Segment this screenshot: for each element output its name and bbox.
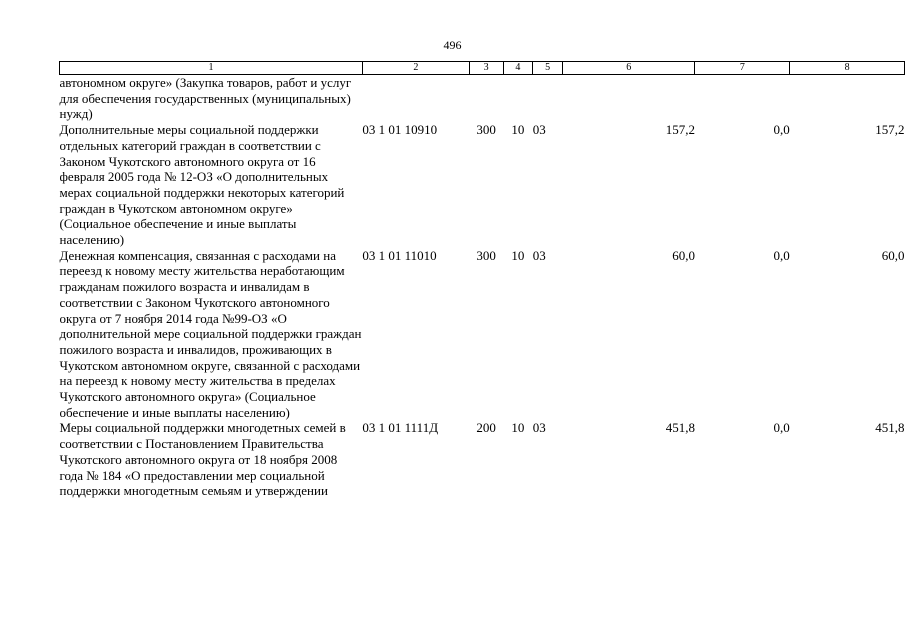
row-col7: 0,0 [773, 420, 790, 436]
row-col7: 0,0 [773, 247, 790, 263]
row-col8: 157,2 [875, 122, 905, 138]
row-col8: 60,0 [881, 247, 905, 263]
column-header-3: 3 [469, 62, 503, 75]
row-col8 [790, 75, 905, 123]
row-code [362, 75, 469, 123]
row-description: Денежная компенсация, связанная с расходами на переезд к новому месту жительства неработающим гражданам пожилого возраста и инвалидам в соответствии с Законом Чукотского автономного округа от 7 ноября 2014 года №99-ОЗ «О дополнительной мере социальной поддержки граждан пожилого возраста и инвалидов, проживающих в Чукотском автономном округе, связанной с расходами на переезд к новому месту жительства в пределах Чукотского автономного округа» (Социальное обеспечение и иные выплаты населению) [59, 247, 362, 420]
row-description: автономном округе» (Закупка товаров, работ и услуг для обеспечения государственных (муниципальных) нужд) [59, 75, 352, 122]
row-code: 03 1 01 10910 [362, 122, 438, 138]
row-col4: 10 [511, 247, 525, 263]
row-col4: 10 [511, 420, 525, 436]
budget-table [59, 61, 905, 499]
table-row [60, 75, 905, 123]
row-col3: 200 [476, 420, 496, 436]
row-col5: 03 [532, 420, 546, 436]
row-code: 03 1 01 11010 [362, 247, 437, 263]
row-col3: 300 [476, 247, 496, 263]
row-col6: 451,8 [665, 420, 695, 436]
row-code: 03 1 01 1111Д [362, 420, 439, 436]
row-col7: 0,0 [773, 122, 790, 138]
row-col3 [469, 75, 503, 123]
row-col5: 03 [532, 247, 546, 263]
row-col4 [503, 75, 533, 123]
row-col5 [533, 75, 563, 123]
column-header-4: 4 [503, 62, 533, 75]
row-col6: 157,2 [665, 122, 695, 138]
row-col8: 451,8 [875, 420, 905, 436]
column-header-5: 5 [533, 62, 563, 75]
column-header-6: 6 [563, 62, 695, 75]
table-row [60, 122, 905, 248]
row-description: Дополнительные меры социальной поддержки отдельных категорий граждан в соответствии с Законом Чукотского автономного округа от 16 февраля 2005 года № 12-ОЗ «О дополнительных мерах социальной поддержки некоторых категорий граждан в Чукотском автономном округе» (Социальное обеспечение и иные выплаты населению) [59, 122, 345, 248]
column-header-7: 7 [695, 62, 790, 75]
column-header-8: 8 [790, 62, 905, 75]
row-col5: 03 [532, 122, 546, 138]
page-number: 496 [443, 38, 462, 52]
column-number-row [60, 62, 905, 75]
row-description: Меры социальной поддержки многодетных семей в соответствии с Постановлением Правительства Чукотского автономного округа от 18 ноября 2008 года № 184 «О предоставлении мер социальной поддержки многодетным семьям и утверждении [59, 420, 346, 499]
row-col6: 60,0 [672, 247, 695, 263]
column-header-1: 1 [60, 62, 363, 75]
row-col3: 300 [476, 122, 496, 138]
column-header-2: 2 [362, 62, 469, 75]
row-col6 [563, 75, 695, 123]
row-col7 [695, 75, 790, 123]
table-row [60, 248, 905, 421]
table-row [60, 420, 905, 499]
row-col4: 10 [511, 122, 525, 138]
